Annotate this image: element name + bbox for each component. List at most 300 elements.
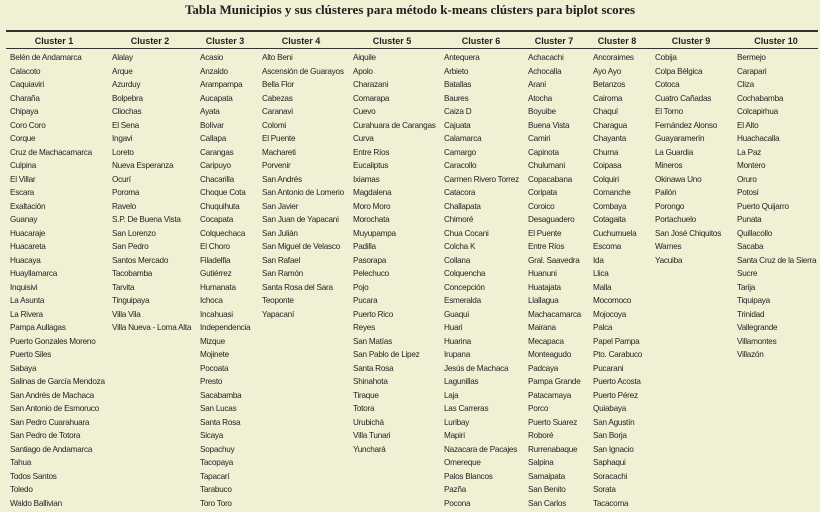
municipality-cell: Pucarani [593,363,624,373]
cluster-column [444,51,519,510]
municipality-cell: Copacabana [528,174,572,184]
municipality-cell: San Javier [262,201,299,211]
municipality-cell: Nueva Esperanza [112,161,174,170]
municipality-cell: Guanay [10,215,38,224]
municipality-cell: Urubichá [353,417,384,427]
column-header: Cluster 2 [130,36,170,46]
municipality-cell: Achacachi [528,53,564,62]
municipality-cell: Arani [528,80,546,89]
municipality-cell: Humanata [200,282,236,292]
municipality-cell: Totora [353,404,375,413]
municipality-cell: Alalay [112,53,133,62]
cluster-column [655,51,721,267]
municipality-cell: Pampa Grande [528,377,581,386]
municipality-cell: Malla [593,282,612,292]
municipality-cell: Camiri [528,134,551,143]
municipality-cell: Todos Santos [10,471,57,481]
municipality-cell: Tinguipaya [112,296,150,305]
column-header: Cluster 7 [534,36,574,46]
municipality-cell: Camargo [444,147,476,157]
municipality-cell: Porvenir [262,161,291,170]
municipality-cell: Sorata [593,485,616,494]
municipality-cell: Trinidad [737,309,765,319]
municipality-cell: Cliochas [112,107,142,116]
municipality-cell: Toledo [10,485,33,494]
municipality-cell: Ocurí [112,174,131,184]
column-header: Cluster 5 [372,36,412,46]
cluster-column [737,51,816,362]
municipality-cell: San Borja [593,431,627,440]
municipality-cell: Belén de Andamarca [10,53,82,62]
column-header: Cluster 10 [754,36,798,46]
municipality-cell: Colquiri [593,174,619,184]
cluster-column [112,51,191,335]
municipality-cell: Batallas [444,80,472,89]
municipality-cell: Entre Ríos [353,147,390,157]
municipality-cell: Ancoraimes [593,53,634,62]
cluster-column [593,51,642,510]
municipality-cell: Tiquipaya [737,296,770,305]
municipality-cell: San Ignacio [593,444,634,454]
municipality-cell: Choque Cota [200,188,246,197]
municipality-cell: Vallegrande [737,323,778,332]
municipality-cell: Achocalla [528,66,562,76]
municipality-cell: Omereque [444,458,481,467]
municipality-cell: Mineros [655,161,683,170]
municipality-cell: Villazón [737,350,764,359]
municipality-cell: S.P. De Buena Vista [112,215,181,224]
municipality-cell: Cochabamba [737,93,784,103]
municipality-cell: San Ramón [262,269,303,278]
municipality-cell: Saphaqui [593,458,626,467]
municipality-cell: Pasorapa [353,255,387,265]
municipality-cell: Guayaramerín [655,134,705,143]
municipality-cell: El Choro [200,242,230,251]
municipality-cell: Cajuata [444,120,471,130]
municipality-cell: Challapata [444,201,481,211]
municipality-cell: Oruro [737,174,757,184]
municipality-cell: Inquisivi [10,282,38,292]
municipality-cell: Puerto Quijarro [737,201,789,211]
municipality-cell: Machareti [262,147,296,157]
municipality-cell: Charagua [593,120,627,130]
municipality-cell: Caiza D [444,107,472,116]
municipality-cell: Pocoata [200,363,229,373]
municipality-cell: Lagunillas [444,377,479,386]
municipality-cell: Huacareta [10,242,46,251]
municipality-cell: San Pablo de Lipez [353,350,420,359]
municipality-cell: San Pedro Cuarahuara [10,417,90,427]
municipality-cell: Portachuelo [655,215,696,224]
municipality-cell: Laja [444,390,459,400]
municipality-cell: Huarina [444,336,471,346]
municipality-cell: Desaguadero [528,215,575,224]
municipality-cell: Curva [353,134,374,143]
municipality-cell: Chuma [593,147,619,157]
municipality-cell: Mizque [200,336,225,346]
municipality-cell: Entre Ríos [528,242,565,251]
municipality-cell: Cotoca [655,80,680,89]
municipality-cell: Coro Coro [10,120,46,130]
municipality-cell: Ichoca [200,296,223,305]
municipality-cell: San Benito [528,485,566,494]
municipality-cell: Ingavi [112,134,133,143]
municipality-cell: San Pedro [112,242,149,251]
municipality-cell: Calamarca [444,134,482,143]
municipality-cell: Quillacollo [737,228,773,238]
municipality-cell: Colpa Bélgica [655,66,703,76]
municipality-cell: La Guardia [655,147,694,157]
municipality-cell: El Torno [655,107,683,116]
municipality-cell: El Puente [528,228,562,238]
municipality-cell: Pazña [444,485,466,494]
municipality-cell: Baures [444,93,469,103]
municipality-cell: Sicaya [200,431,224,440]
municipality-cell: Huanuni [528,269,557,278]
column-header: Cluster 1 [34,36,74,46]
municipality-cell: Caranavi [262,107,293,116]
municipality-cell: Villamontes [737,336,777,346]
municipality-cell: San Agustín [593,417,635,427]
municipality-cell: Azurduy [112,80,141,89]
municipality-cell: Rurrenabaque [528,444,578,454]
column-header: Cluster 8 [597,36,637,46]
municipality-cell: Papel Pampa [593,336,640,346]
municipality-cell: Yapacaní [262,309,294,319]
municipality-cell: Arbieto [444,66,469,76]
municipality-cell: Collana [444,255,471,265]
municipality-cell: Atocha [528,93,552,103]
municipality-cell: Esmeralda [444,296,481,305]
municipality-cell: Puerto Siles [10,350,52,359]
municipality-cell: Santiago de Andamarca [10,444,93,454]
municipality-cell: El Sena [112,120,139,130]
municipality-cell: Tacacoma [593,498,629,508]
municipality-cell: Independencia [200,323,251,332]
municipality-cell: Aiquile [353,53,376,62]
municipality-cell: Puerto Pérez [593,390,638,400]
municipality-cell: Chua Cocani [444,228,489,238]
municipality-cell: Padcaya [528,363,559,373]
municipality-cell: Curahuara de Carangas [353,120,436,130]
municipality-cell: Pampa Aullagas [10,323,66,332]
municipality-cell: El Alto [737,120,759,130]
municipality-cell: Tahua [10,458,32,467]
municipality-cell: San José Chiquitos [655,228,722,238]
cluster-column [10,51,105,510]
municipality-cell: Acasio [200,53,224,62]
municipality-cell: Sacabamba [200,390,242,400]
municipality-cell: Antequera [444,53,480,62]
municipality-cell: Porongo [655,201,685,211]
municipality-cell: Apolo [353,66,373,76]
municipality-cell: Porco [528,404,549,413]
municipality-cell: Puerto Suarez [528,417,578,427]
municipality-cell: Filadelfia [200,255,231,265]
municipality-cell: Betanzos [593,80,626,89]
municipality-cell: Callapa [200,134,227,143]
municipality-cell: Huayllamarca [10,269,58,278]
municipality-cell: Villa Nueva - Loma Alta [112,323,192,332]
municipality-cell: Eucaliptus [353,161,389,170]
municipality-cell: San Lorenzo [112,228,156,238]
municipality-cell: Mocomoco [593,296,632,305]
municipality-cell: Mojocoya [593,309,627,319]
municipality-cell: Cuchumuela [593,228,637,238]
municipality-cell: San Julián [262,228,298,238]
municipality-cell: Presto [200,377,223,386]
column-header: Cluster 6 [461,36,501,46]
municipality-cell: Villa Vila [112,309,141,319]
municipality-cell: Sucre [737,269,758,278]
municipality-cell: Teoponte [262,296,294,305]
municipality-cell: Pailón [655,188,677,197]
municipality-cell: Colquechaca [200,228,246,238]
municipality-cell: Machacamarca [528,309,581,319]
municipality-cell: Soracachi [593,471,628,481]
municipality-cell: Cotagaita [593,215,626,224]
municipality-cell: Escara [10,188,34,197]
municipality-cell: Moro Moro [353,201,391,211]
municipality-cell: Monteagudo [528,350,572,359]
municipality-cell: Exaltación [10,201,46,211]
municipality-cell: Montero [737,161,766,170]
municipality-cell: Cuatro Cañadas [655,93,712,103]
municipality-cell: Santa Rosa del Sara [262,282,333,292]
municipality-cell: Chaquí [593,107,618,116]
municipality-cell: Santa Rosa [200,417,241,427]
municipality-cell: Chayanta [593,134,627,143]
municipality-cell: Waldo Ballivian [10,498,62,508]
municipality-cell: Santos Mercado [112,255,169,265]
municipality-cell: Yacuiba [655,255,683,265]
municipality-cell: Tacopaya [200,458,234,467]
municipality-cell: Padilla [353,242,376,251]
municipality-cell: Bermejo [737,53,766,62]
municipality-cell: Colquencha [444,269,486,278]
municipality-cell: Chulumani [528,161,565,170]
municipality-cell: Huacaraje [10,228,46,238]
municipality-cell: San Miguel de Velasco [262,242,341,251]
municipality-cell: Mapiri [444,431,465,440]
cluster-column [353,51,436,456]
municipality-cell: Mairana [528,323,556,332]
municipality-cell: Reyes [353,323,375,332]
municipality-cell: Chimoré [444,215,474,224]
municipality-cell: Coroico [528,201,555,211]
municipality-cell: Palca [593,323,613,332]
municipality-cell: Huatajata [528,282,561,292]
municipality-cell: Shinahota [353,377,388,386]
municipality-cell: Charazani [353,80,389,89]
municipality-cell: Jesús de Machaca [444,363,509,373]
header-rule [6,48,818,49]
municipality-cell: Chacarilla [200,174,234,184]
municipality-cell: Puerto Acosta [593,377,641,386]
municipality-cell: Cobija [655,53,677,62]
municipality-cell: Sacaba [737,242,764,251]
municipality-cell: San Pedro de Totora [10,431,81,440]
municipality-cell: Cruz de Machacamarca [10,147,92,157]
municipality-cell: Ascensión de Guarayos [262,66,344,76]
municipality-cell: Ayata [200,107,220,116]
municipality-cell: La Asunta [10,296,45,305]
municipality-cell: Samaipata [528,471,565,481]
municipality-cell: San Rafael [262,255,301,265]
municipality-cell: El Villar [10,174,36,184]
municipality-cell: Llallagua [528,296,559,305]
municipality-cell: Tarabuco [200,485,232,494]
municipality-cell: Santa Rosa [353,363,394,373]
municipality-cell: Cabezas [262,93,293,103]
municipality-cell: Bella Flor [262,80,295,89]
municipality-cell: Coripata [528,188,557,197]
municipality-cell: Coipasa [593,161,622,170]
municipality-cell: Quiabaya [593,404,627,413]
municipality-cell: San Carlos [528,498,567,508]
municipality-cell: Arque [112,66,133,76]
municipality-cell: Carangas [200,147,234,157]
municipality-cell: Capinota [528,147,559,157]
municipality-cell: Catacora [444,188,476,197]
municipality-cell: Carapari [737,66,767,76]
municipality-cell: Gral. Saavedra [528,255,580,265]
municipality-cell: La Paz [737,147,761,157]
municipality-cell: Tarija [737,282,756,292]
municipality-cell: Guaqui [444,309,469,319]
municipality-cell: Sopachuy [200,444,235,454]
cluster-column [528,51,581,510]
municipality-cell: Loreto [112,147,134,157]
column-header: Cluster 4 [281,36,321,46]
municipality-cell: Llica [593,269,609,278]
municipality-cell: Muyupampa [353,228,396,238]
municipality-cell: Magdalena [353,188,392,197]
municipality-cell: Tarvita [112,282,135,292]
municipality-cell: Punata [737,215,762,224]
column-header: Cluster 3 [205,36,245,46]
municipality-cell: Villa Tunari [353,431,391,440]
municipality-cell: San Antonio de Lomerio [262,188,344,197]
cluster-column [262,51,344,321]
municipality-cell: Aucapata [200,93,233,103]
header-row [0,36,820,48]
municipality-cell: Cuevo [353,107,376,116]
municipality-cell: Anzaldo [200,66,228,76]
municipality-cell: Calacoto [10,66,41,76]
municipality-cell: Huachacalla [737,134,780,143]
municipality-cell: Ida [593,255,604,265]
municipality-cell: Mecapaca [528,336,564,346]
municipality-cell: Colcapirhua [737,107,778,116]
municipality-cell: Corque [10,134,36,143]
municipality-cell: Cliza [737,80,754,89]
municipality-cell: Caripuyo [200,161,231,170]
municipality-cell: San Antonio de Esmoruco [10,404,99,413]
municipality-cell: Irupana [444,350,471,359]
municipality-cell: Tacobamba [112,269,153,278]
municipality-cell: Ravelo [112,201,136,211]
municipality-cell: Comarapa [353,93,390,103]
municipality-cell: Bolpebra [112,93,143,103]
municipality-cell: Ayo Ayo [593,66,621,76]
municipality-cell: Salpina [528,458,554,467]
municipality-cell: Patacamaya [528,390,572,400]
municipality-cell: Okinawa Uno [655,174,702,184]
municipality-cell: Boyuibe [528,107,556,116]
municipality-cell: Bolívar [200,120,224,130]
municipality-cell: Chuquihuta [200,201,240,211]
municipality-cell: La Rivera [10,309,43,319]
column-header: Cluster 9 [671,36,711,46]
municipality-cell: Luribay [444,417,470,427]
municipality-cell: Fernández Alonso [655,120,717,130]
municipality-cell: Salinas de García Mendoza [10,377,105,386]
municipality-cell: Las Carreras [444,404,489,413]
municipality-cell: Mojinete [200,350,229,359]
municipality-cell: Comanche [593,188,631,197]
municipality-cell: Colomi [262,120,286,130]
municipality-cell: Puerto Rico [353,309,394,319]
municipality-cell: Concepción [444,282,485,292]
municipality-cell: Roboré [528,431,554,440]
municipality-cell: Gutiérrez [200,269,232,278]
municipality-cell: Huari [444,323,463,332]
table-title: Tabla Municipios y sus clústeres para método k-means clústers para biplot scores [184,2,636,17]
municipality-cell: Huacaya [10,255,41,265]
municipality-cell: Potosí [737,188,759,197]
municipality-cell: San Juan de Yapacani [262,215,339,224]
municipality-cell: Yunchará [353,444,386,454]
municipality-cell: Chipaya [10,107,39,116]
municipality-cell: Santa Cruz de la Sierra [737,255,817,265]
municipality-cell: Culpina [10,161,37,170]
municipality-cell: Pucara [353,296,378,305]
municipality-cell: Morochata [353,215,390,224]
municipality-cell: San Matías [353,336,392,346]
municipality-cell: Buena Vista [528,120,570,130]
municipality-cell: Alto Beni [262,53,293,62]
municipality-cell: Tiraque [353,390,379,400]
municipality-cell: Puerto Gonzales Moreno [10,336,96,346]
cluster-column [200,51,250,510]
municipality-cell: San Andrés [262,174,302,184]
municipality-cell: Carmen Rivero Torrez [444,174,519,184]
municipality-cell: Combaya [593,201,627,211]
municipality-cell: Incahuasi [200,309,233,319]
municipality-cell: Cocapata [200,215,234,224]
top-rule [6,30,818,32]
municipality-cell: Cairoma [593,93,623,103]
municipality-cell: San Lucas [200,404,237,413]
municipality-cell: Pocona [444,498,471,508]
municipality-cell: Pto. Carabuco [593,350,643,359]
municipality-cell: Escoma [593,242,622,251]
municipality-cell: Ixiamas [353,174,380,184]
municipality-cell: Poroma [112,188,140,197]
municipality-cell: Sabaya [10,363,37,373]
municipality-cell: Colcha K [444,242,476,251]
municipality-cell: Arampampa [200,80,243,89]
municipality-cell: Caquiaviri [10,80,44,89]
municipality-cell: Palos Blancos [444,471,493,481]
municipality-cell: Charaña [10,93,40,103]
municipality-cell: Nazacara de Pacajes [444,444,518,454]
municipality-cell: Pojo [353,282,369,292]
municipality-cell: El Puente [262,134,296,143]
municipality-cell: Warnes [655,242,682,251]
municipality-cell: San Andrés de Machaca [10,390,94,400]
